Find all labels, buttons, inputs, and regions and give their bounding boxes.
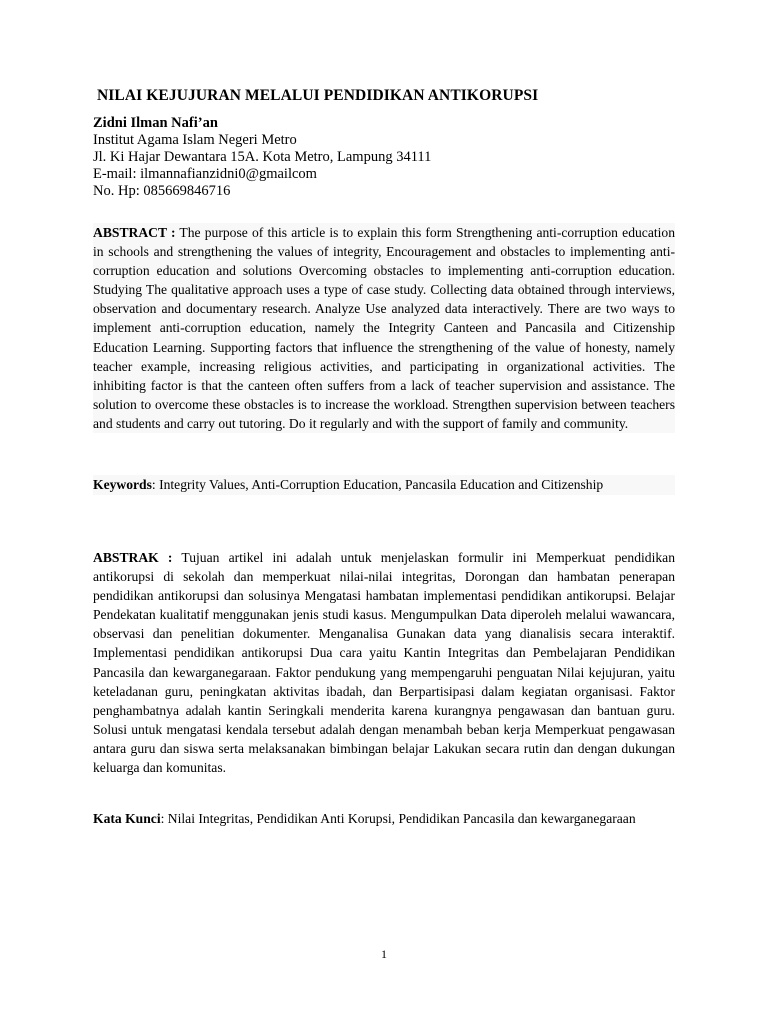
abstract-english-text: The purpose of this article is to explain this form Strengthening anti-corruption education in schools and strengthening the values of integrity, Encouragement and obstacles to implementing anti-corruption education and solutions Overcoming obstacles to implementing anti-corruption education. Studying The qualitative approach uses a type of case study. Collecting data obtained through interviews, observation and documentary research. Analyze Use analyzed data interactively. There are two ways to implement anti-corruption education, namely the Integrity Canteen and Pancasila and Citizenship Education Learning. Supporting factors that influence the strengthening of the value of honesty, namely teacher example, increasing religious activities, and participating in organizational activities. The inhibiting factor is that the canteen often suffers from a lack of teacher supervision and assistance. The solution to overcome these obstacles is to increase the workload. Strengthen supervision between teachers and students and carry out tutoring. Do it regularly and with the support of family and community.	[93, 225, 676, 431]
paper-title: NILAI KEJUJURAN MELALUI PENDIDIKAN ANTIKORUPSI	[97, 87, 539, 104]
keywords-english-text: : Integrity Values, Anti-Corruption Education, Pancasila Education and Citizenship	[151, 477, 604, 492]
keywords-indonesian-label: Kata Kunci	[93, 811, 161, 826]
page-number: 1	[381, 947, 387, 961]
keywords-indonesian-text: : Nilai Integritas, Pendidikan Anti Korupsi, Pendidikan Pancasila dan kewarganegaraan	[160, 811, 636, 826]
author-email: E-mail: ilmannafianzidni0@gmailcom	[93, 166, 317, 182]
author-block	[93, 115, 431, 200]
abstract-indonesian	[93, 548, 675, 777]
author-name: Zidni Ilman Nafi’an	[93, 115, 218, 131]
abstract-indonesian-label: ABSTRAK :	[93, 550, 173, 565]
keywords-english-label: Keywords	[93, 477, 152, 492]
abstract-english	[93, 223, 675, 433]
keywords-indonesian	[93, 809, 675, 829]
abstract-indonesian-text: Tujuan artikel ini adalah untuk menjelaskan formulir ini Memperkuat pendidikan antikorupsi di sekolah dan memperkuat nilai-nilai integritas, Dorongan dan hambatan penerapan pendidikan antikorupsi dan solusinya Mengatasi hambatan implementasi pendidikan antikorupsi. Belajar Pendekatan kualitatif menggunakan jenis studi kasus. Mengumpulkan Data diperoleh melalui wawancara, observasi dan penelitian dokumenter. Menganalisa Gunakan data yang dianalisis secara interaktif. Implementasi pendidikan antikorupsi Dua cara yaitu Kantin Integritas dan Pembelajaran Pendidikan Pancasila dan kewarganegaraan. Faktor pendukung yang mempengaruhi penguatan Nilai kejujuran, yaitu keteladanan guru, peningkatan aktivitas ibadah, dan Berpartisipasi dalam kegiatan organisasi. Faktor penghambatnya adalah kantin Seringkali menderita karena kurangnya pengawasan dan bantuan guru. Solusi untuk mengatasi kendala tersebut adalah dengan menambah beban kerja Memperkuat pengawasan antara guru dan siswa serta melaksanakan bimbingan belajar Lakukan secara rutin dan dengan dukungan keluarga dan komunitas.	[93, 550, 675, 776]
author-address: Jl. Ki Hajar Dewantara 15A. Kota Metro, Lampung 34111	[93, 149, 432, 165]
keywords-english	[93, 475, 675, 495]
abstract-english-label: ABSTRACT :	[93, 225, 176, 240]
author-phone: No. Hp: 085669846716	[93, 183, 231, 199]
author-institution: Institut Agama Islam Negeri Metro	[93, 132, 297, 148]
